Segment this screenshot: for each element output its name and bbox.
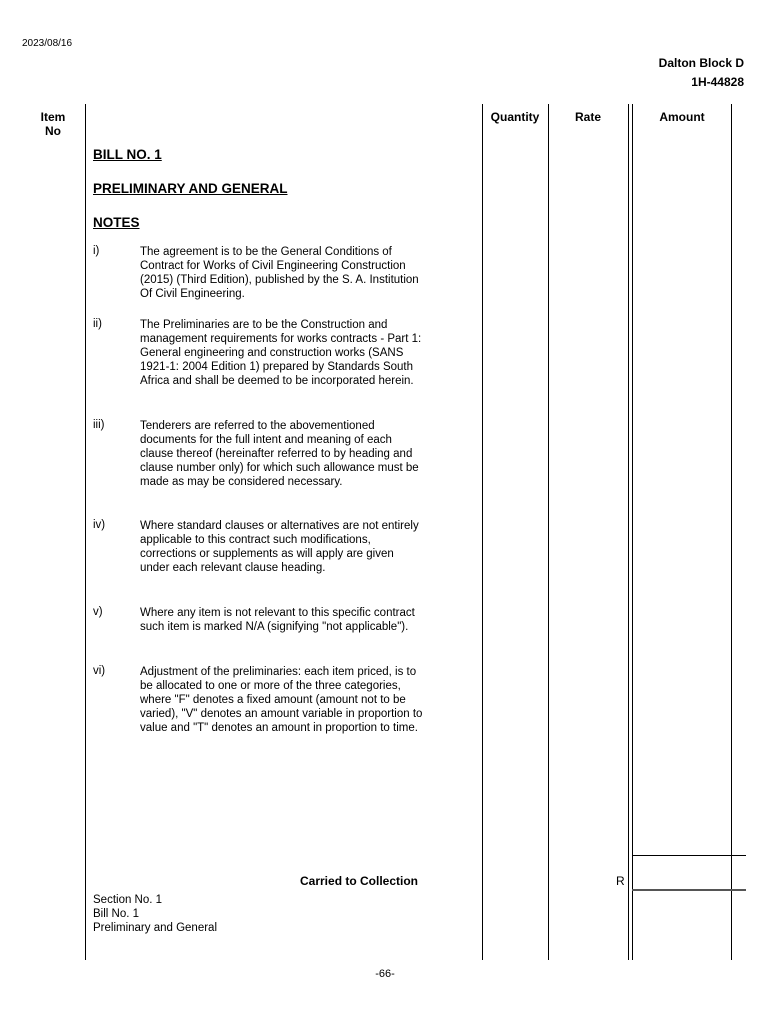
- rate-header: Rate: [574, 110, 601, 124]
- carried-to-collection-label: Carried to Collection: [300, 874, 419, 888]
- note-number: iv): [93, 519, 106, 531]
- project-code: 1H-44828: [691, 75, 744, 89]
- project-name: Dalton Block D: [658, 56, 744, 70]
- collection-total-top-rule: [632, 855, 746, 856]
- bill-subtitle: PRELIMINARY AND GENERAL: [93, 181, 288, 196]
- note-text: Where standard clauses or alternatives are not entirely applicable to this contract such modifications, corrections or supplements as will apply are given under each relevant clause heading.: [140, 520, 419, 574]
- item-no-header-line1: Item: [40, 110, 66, 124]
- footer-section: Section No. 1: [93, 894, 163, 906]
- currency-symbol: R: [616, 874, 625, 888]
- note-text: Tenderers are referred to the abovementioned documents for the full intent and meaning of each clause thereof (hereinafter referred to by heading and clause number only) for which such allowance must be made as may be considered necessary.: [140, 420, 419, 488]
- bill-title: BILL NO. 1: [93, 147, 162, 162]
- notes-heading: NOTES: [93, 215, 140, 230]
- amount-column-right-divider: [731, 104, 732, 960]
- amount-header: Amount: [659, 110, 705, 124]
- note-text: The agreement is to be the General Conditions of Contract for Works of Civil Engineering Construction (2015) (Third Edition), published by the S. A. Institution Of Civil Engineering.: [140, 246, 419, 300]
- note-text: Adjustment of the preliminaries: each item priced, is to be allocated to one or more of the three categories, where "F" denotes a fixed amount (amount not to be varied), "V" denotes an amount variable in proportion to value and "T" denotes an amount in proportion to time.: [140, 666, 423, 734]
- note-number: v): [93, 606, 103, 618]
- note-number: vi): [93, 665, 106, 677]
- item-no-header-line2: No: [45, 124, 61, 138]
- item-no-header: [30, 110, 76, 138]
- footer-bill-name: Preliminary and General: [93, 922, 218, 934]
- note-number: i): [93, 245, 100, 257]
- footer-block: [93, 893, 217, 935]
- note-number: iii): [93, 419, 105, 431]
- note-text: The Preliminaries are to be the Construction and management requirements for works contracts - Part 1: General engineering and construction works (SANS 1921-1: 2004 Edition 1) prepared by Standards South Africa and shall be deemed to be incorporated herein.: [140, 319, 422, 387]
- note-number: ii): [93, 318, 102, 330]
- print-date: 2023/08/16: [22, 38, 73, 49]
- item-column-divider: [85, 104, 86, 960]
- quantity-header: Quantity: [490, 110, 540, 124]
- rate-column-divider-a: [628, 104, 629, 960]
- footer-bill-no: Bill No. 1: [93, 908, 140, 920]
- quantity-column-left-divider: [482, 104, 483, 960]
- quantity-column-right-divider: [548, 104, 549, 960]
- note-text: Where any item is not relevant to this specific contract such item is marked N/A (signifying "not applicable").: [140, 607, 415, 633]
- rate-column-divider-b: [632, 104, 633, 960]
- collection-total-bottom-rule: [632, 889, 746, 891]
- page-number: -66-: [375, 968, 395, 980]
